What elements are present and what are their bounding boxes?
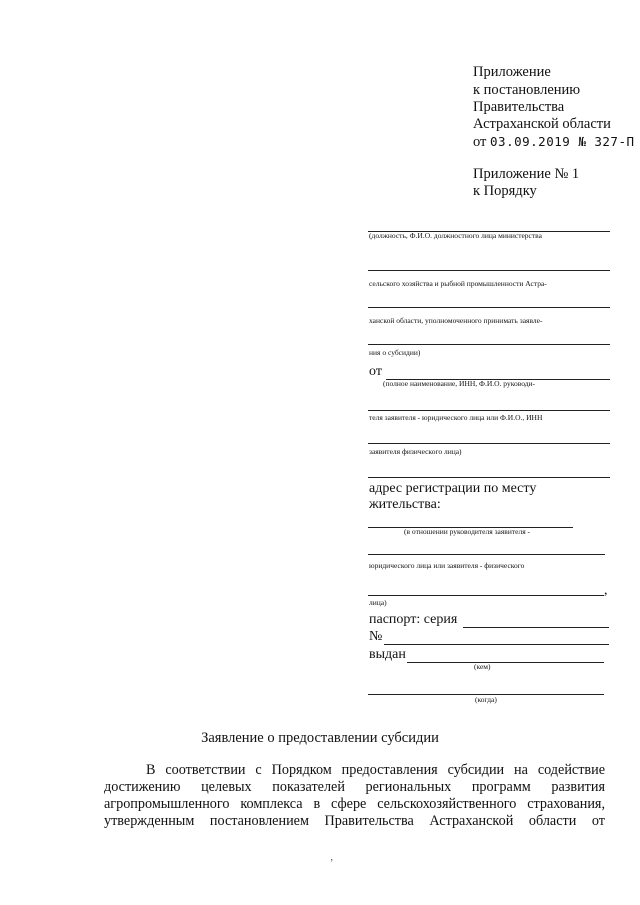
passport-series-line: [463, 627, 609, 628]
address-line-2: [368, 554, 605, 555]
passport-when-hint: (когда): [475, 695, 497, 704]
passport-by-whom-hint: (кем): [474, 662, 491, 671]
address-hint-2: юридического лица или заявителя - физического: [369, 561, 525, 570]
recipient-line-4: [368, 344, 610, 345]
header-line1: Приложение: [473, 64, 551, 80]
page-mark: ‚: [330, 852, 334, 863]
address-line-3: [368, 595, 604, 596]
header-date-line: [473, 133, 635, 151]
annex-sub: к Порядку: [473, 183, 537, 199]
applicant-hint-2: теля заявителя - юридического лица или Ф.И.О., ИНН: [369, 413, 543, 422]
document-title: Заявление о предоставлении субсидии: [201, 730, 439, 746]
date-prefix: от: [473, 134, 487, 150]
passport-issued-label: выдан: [369, 647, 406, 662]
recipient-line-3: [368, 307, 610, 308]
recipient-hint-1: (должность, Ф.И.О. должностного лица министерства: [369, 231, 542, 240]
address-label-1: адрес регистрации по месту: [369, 481, 537, 496]
body-line-3: агропромышленного комплекса в сфере сельскохозяйственного страхования,: [104, 796, 605, 812]
passport-series-label: паспорт: серия: [369, 612, 458, 627]
passport-number-line: [384, 644, 609, 645]
applicant-line-2: [368, 410, 610, 411]
address-hint-3: лица): [369, 598, 387, 607]
recipient-line-2: [368, 270, 610, 271]
applicant-line-4: [368, 477, 610, 478]
passport-number-label: №: [369, 629, 383, 644]
recipient-hint-2: сельского хозяйства и рыбной промышленности Астра-: [369, 279, 547, 288]
applicant-hint-1: (полное наименование, ИНН, Ф.И.О. руководи-: [383, 379, 536, 388]
annex-title: Приложение № 1: [473, 166, 580, 182]
header-line2: к постановлению: [473, 82, 581, 98]
header-line3: Правительства: [473, 99, 565, 115]
address-comma: ,: [604, 583, 608, 598]
recipient-hint-4: ния о субсидии): [369, 348, 421, 357]
header-line4: Астраханской области: [473, 116, 611, 132]
body-line-1: В соответствии с Порядком предоставления субсидии на содействие: [146, 762, 605, 778]
date-value: 03.09.2019 № 327-П: [490, 134, 635, 149]
passport-issued-line: [407, 662, 604, 663]
applicant-hint-3: заявителя физического лица): [369, 447, 462, 456]
address-hint-1: (в отношении руководителя заявителя -: [404, 527, 531, 536]
address-label-2: жительства:: [369, 497, 441, 512]
applicant-line-3: [368, 443, 610, 444]
body-line-4: утвержденным постановлением Правительства Астраханской области от: [104, 813, 605, 829]
from-label: от: [369, 364, 382, 379]
recipient-hint-3: ханской области, уполномоченного принимать заявле-: [369, 316, 543, 325]
body-line-2: достижению целевых показателей региональных программ развития: [104, 779, 605, 795]
